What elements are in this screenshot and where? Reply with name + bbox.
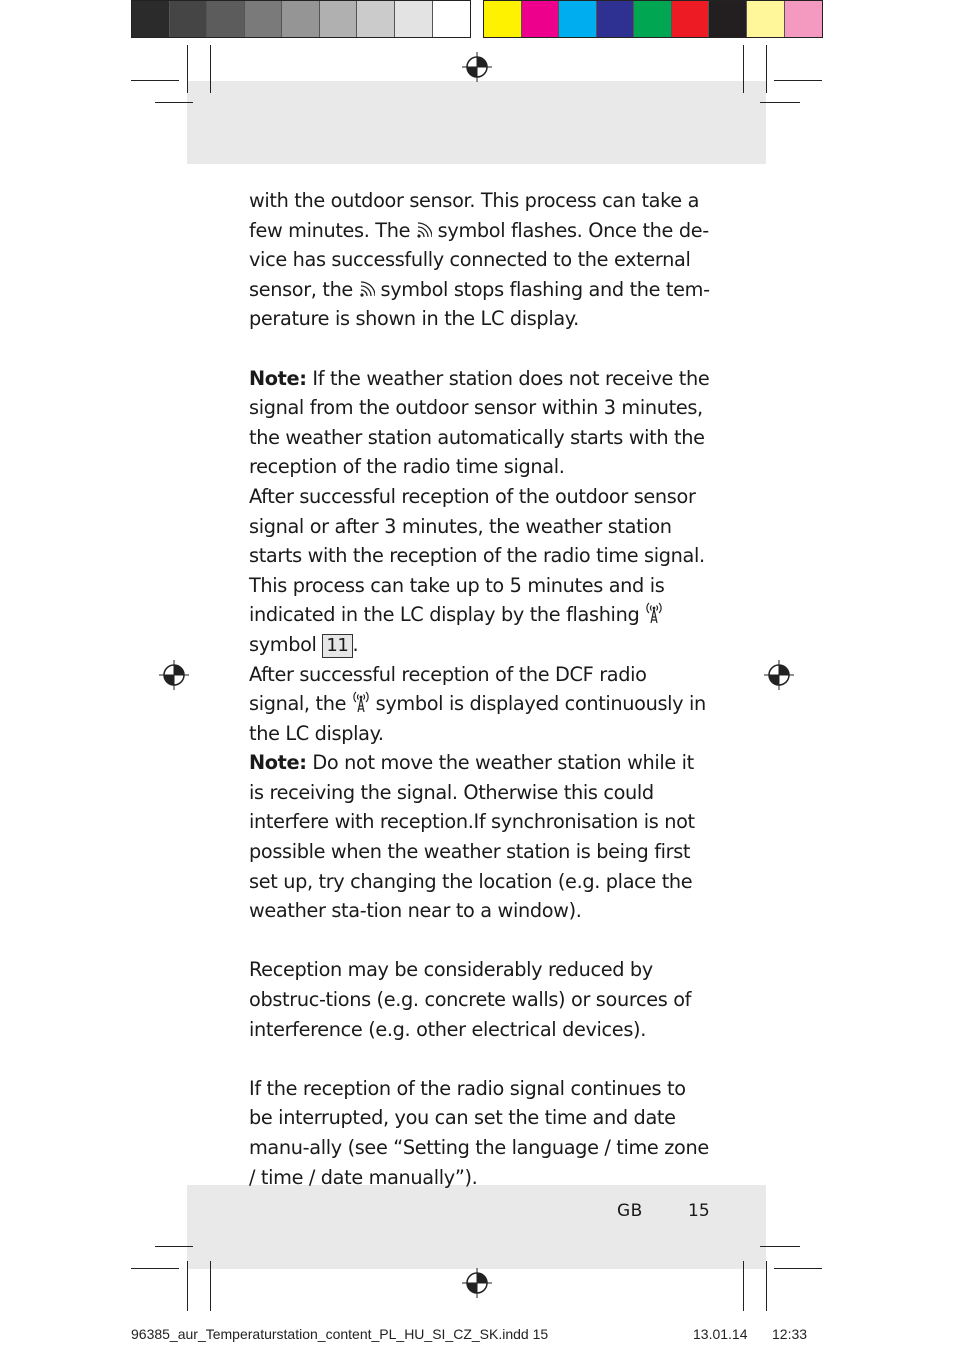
text-run: symbol xyxy=(249,632,323,656)
crop-mark xyxy=(743,1261,744,1311)
crop-mark xyxy=(766,1261,767,1311)
text-run: symbol flashes. Once the de-vice has successfully connected to the external sensor, the xyxy=(249,218,709,301)
paragraph xyxy=(249,748,711,926)
color-swatch xyxy=(672,1,710,37)
crop-mark xyxy=(760,1246,800,1247)
signal-waves-icon xyxy=(359,280,375,298)
registration-mark-icon xyxy=(462,1268,492,1298)
color-swatch xyxy=(320,1,358,37)
color-swatch xyxy=(522,1,560,37)
note-label: Note: xyxy=(249,751,307,775)
crop-mark xyxy=(131,80,179,81)
paragraph: Reception may be considerably reduced by obstruc-tions (e.g. concrete walls) or sources of interference (e.g. other electrical devices). xyxy=(249,958,692,1041)
text-run: with the outdoor sensor. This process can take a few minutes. The xyxy=(249,189,700,242)
page-number: 15 xyxy=(688,1201,710,1221)
paragraph: If the reception of the radio signal continues to be interrupted, you can set the time and date manu-ally (see “Setting the language / time zone / time / date manually”). xyxy=(249,1076,709,1189)
header-band xyxy=(187,81,766,164)
paragraph xyxy=(249,482,711,660)
color-swatch xyxy=(747,1,785,37)
registration-mark-icon xyxy=(159,660,189,690)
slug-filename: 96385_aur_Temperaturstation_content_PL_HU_SI_CZ_SK.indd 15 xyxy=(131,1326,549,1342)
radio-tower-icon xyxy=(352,689,370,713)
color-swatch xyxy=(709,1,747,37)
color-swatch xyxy=(170,1,208,37)
crop-mark xyxy=(766,45,767,93)
crop-mark xyxy=(131,1268,179,1269)
paragraph xyxy=(249,186,711,334)
crop-mark xyxy=(155,102,193,103)
paragraph xyxy=(249,364,711,482)
slug-time: 12:33 xyxy=(772,1326,808,1342)
color-swatch xyxy=(785,1,823,37)
color-swatch xyxy=(245,1,283,37)
footer-language: GB xyxy=(617,1201,643,1221)
crop-mark xyxy=(774,1268,822,1269)
text-run: If the weather station does not receive the signal from the outdoor sensor within 3 minutes, the weather station automatically starts with the reception of the radio time signal. xyxy=(249,366,710,479)
registration-mark-icon xyxy=(764,660,794,690)
color-calibration-bar xyxy=(483,0,823,38)
radio-tower-icon xyxy=(645,600,663,624)
reference-number-box: 11 xyxy=(322,634,352,658)
color-swatch xyxy=(559,1,597,37)
signal-waves-icon xyxy=(416,221,432,239)
crop-mark xyxy=(187,45,188,93)
color-swatch xyxy=(132,1,170,37)
crop-mark xyxy=(210,1261,211,1311)
crop-mark xyxy=(155,1246,193,1247)
slug-date: 13.01.14 xyxy=(693,1326,748,1342)
footer-band xyxy=(187,1185,766,1269)
color-swatch xyxy=(597,1,635,37)
gray-calibration-bar xyxy=(131,0,471,38)
note-label: Note: xyxy=(249,366,307,390)
body-text xyxy=(249,186,711,1192)
crop-mark xyxy=(743,45,744,93)
crop-mark xyxy=(760,102,800,103)
crop-mark xyxy=(187,1261,188,1311)
crop-mark xyxy=(210,45,211,93)
color-swatch xyxy=(395,1,433,37)
text-run: symbol is displayed continuously in the LC display. xyxy=(249,692,706,745)
paragraph xyxy=(249,660,711,749)
text-run: . xyxy=(352,632,359,656)
crop-mark xyxy=(774,80,822,81)
color-swatch xyxy=(484,1,522,37)
color-swatch xyxy=(634,1,672,37)
text-run: Do not move the weather station while it is receiving the signal. Otherwise this could interfere with reception.If synchronisation is not possible when the weather station is being first set up, try changing the location (e.g. place the weather sta-tion near to a window). xyxy=(249,751,695,923)
text-run: symbol stops flashing and the tem-perature is shown in the LC display. xyxy=(249,277,710,331)
registration-mark-icon xyxy=(462,52,492,82)
text-run: After successful reception of the outdoor sensor signal or after 3 minutes, the weather station starts with the reception of the radio time signal. This process can take up to 5 minutes and is indicated in the LC display by the flashing xyxy=(249,484,705,627)
color-swatch xyxy=(433,1,471,37)
text-run: After successful reception of the DCF radio signal, the xyxy=(249,662,647,716)
color-swatch xyxy=(282,1,320,37)
color-swatch xyxy=(207,1,245,37)
color-swatch xyxy=(357,1,395,37)
